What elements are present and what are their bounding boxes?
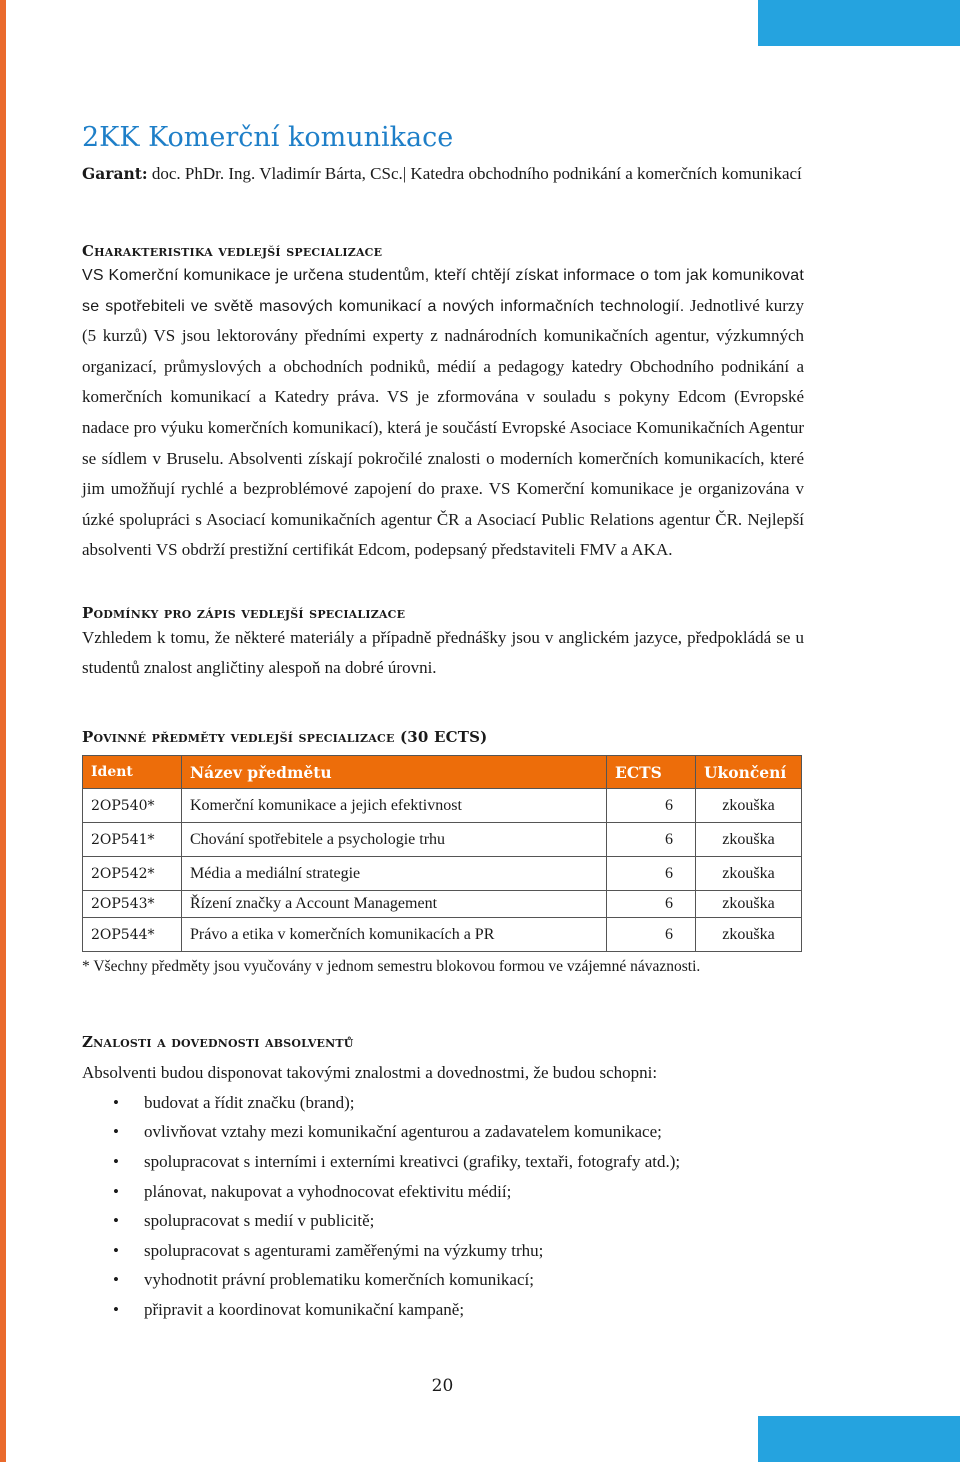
bullet-icon: • bbox=[113, 1270, 119, 1290]
bullet-icon: • bbox=[113, 1299, 119, 1319]
subject-ident: 2OP542* bbox=[83, 857, 182, 891]
characteristics-intro-text: VS Komerční komunikace je určena studentům, kteří chtějí získat informace o tom jak komunikovat se spotřebiteli ve světě masových komunikací a nových informačních technologií. bbox=[82, 267, 804, 315]
list-item bbox=[82, 1088, 804, 1118]
list-item-text: plánovat, nakupovat a vyhodnocovat efektivitu médií; bbox=[144, 1181, 512, 1201]
table-row bbox=[83, 789, 802, 823]
subject-completion: zkouška bbox=[696, 857, 802, 891]
list-item-text: spolupracovat s medií v publicitě; bbox=[144, 1211, 375, 1231]
characteristics-body-text: Jednotlivé kurzy (5 kurzů) VS jsou lektorovány předními experty z nadnárodních komunikačních agentur, výzkumných organizací, průmyslových a obchodních podniků, médií a pedagogy katedry Obchodního podnikání a komerčních komunikací a Katedry práva. VS je zformována v souladu s pokyny Edcom (Evropské nadace pro výuku komerčních komunikací), která je součástí Evropské Asociace Komunikačních Agentur se sídlem v Bruselu. Absolventi získají pokročilé znalosti o moderních komerčních komunikacích, které jim umožňují rychlé a bezproblémové zapojení do praxe. VS Komerční komunikace je organizována v úzké spolupráci s Asociací komunikačních agentur ČR a Asociací Public Relations agentur ČR. Nejlepší absolventi VS obdrží prestižní certifikát Edcom, podepsaný představiteli FMV a AKA. bbox=[82, 295, 804, 560]
knowledge-heading: Znalosti a dovednosti absolventů bbox=[82, 1033, 354, 1052]
table-row bbox=[83, 891, 802, 918]
subject-ident: 2OP544* bbox=[83, 918, 182, 952]
table-row bbox=[83, 857, 802, 891]
table-header-row bbox=[83, 756, 802, 789]
characteristics-heading: Charakteristika vedlejší specializace bbox=[82, 242, 383, 260]
bullet-icon: • bbox=[113, 1151, 119, 1171]
subject-completion: zkouška bbox=[696, 823, 802, 857]
subject-ects: 6 bbox=[607, 857, 696, 891]
column-header-ident: Ident bbox=[83, 756, 182, 789]
subject-ects: 6 bbox=[607, 823, 696, 857]
bullet-icon: • bbox=[113, 1122, 119, 1142]
conditions-paragraph: Vzhledem k tomu, že některé materiály a případně přednášky jsou v anglickém jazyce, předpokládá se u studentů znalost angličtiny alespoň na dobré úrovni. bbox=[82, 627, 804, 677]
subjects-footnote: * Všechny předměty jsou vyučovány v jednom semestru blokovou formou ve vzájemné návaznosti. bbox=[82, 958, 701, 976]
bottom-accent-block bbox=[758, 1416, 960, 1462]
list-item bbox=[82, 1236, 804, 1266]
column-header-ects: ECTS bbox=[607, 756, 696, 789]
subject-completion: zkouška bbox=[696, 789, 802, 823]
subject-ident: 2OP540* bbox=[83, 789, 182, 823]
subject-ects: 6 bbox=[607, 789, 696, 823]
subject-name: Řízení značky a Account Management bbox=[182, 891, 607, 918]
list-item bbox=[82, 1265, 804, 1295]
bullet-icon: • bbox=[113, 1211, 119, 1231]
list-item bbox=[82, 1117, 804, 1147]
page-number: 20 bbox=[431, 1376, 454, 1396]
subject-ects: 6 bbox=[607, 891, 696, 918]
garant-label: Garant: bbox=[82, 164, 148, 183]
conditions-heading: Podmínky pro zápis vedlejší specializace bbox=[82, 603, 406, 622]
bullet-icon: • bbox=[113, 1240, 119, 1260]
list-item-text: budovat a řídit značku (brand); bbox=[144, 1092, 355, 1112]
knowledge-intro: Absolventi budou disponovat takovými znalostmi a dovednostmi, že budou schopni: bbox=[82, 1063, 658, 1083]
table-row bbox=[83, 918, 802, 952]
list-item-text: ovlivňovat vztahy mezi komunikační agenturou a zadavatelem komunikace; bbox=[144, 1122, 662, 1142]
subject-name: Chování spotřebitele a psychologie trhu bbox=[182, 823, 607, 857]
garant-text: doc. PhDr. Ing. Vladimír Bárta, CSc.| Katedra obchodního podnikání a komerčních komunikací bbox=[147, 164, 802, 183]
subject-ects: 6 bbox=[607, 918, 696, 952]
subject-ident: 2OP541* bbox=[83, 823, 182, 857]
list-item-text: vyhodnotit právní problematiku komerčních komunikací; bbox=[144, 1270, 534, 1290]
list-item-text: spolupracovat s interními i externími kreativci (grafiky, textaři, fotografy atd.); bbox=[144, 1151, 681, 1171]
list-item bbox=[82, 1206, 804, 1236]
garant-line bbox=[82, 159, 804, 189]
page-content bbox=[82, 120, 804, 1324]
list-item-text: připravit a koordinovat komunikační kampaně; bbox=[144, 1299, 465, 1319]
column-header-completion: Ukončení bbox=[696, 756, 802, 789]
subject-name: Média a mediální strategie bbox=[182, 857, 607, 891]
subject-ident: 2OP543* bbox=[83, 891, 182, 918]
left-accent-bar bbox=[0, 0, 6, 1462]
list-item-text: spolupracovat s agenturami zaměřenými na výzkumy trhu; bbox=[144, 1240, 544, 1260]
top-accent-block bbox=[758, 0, 960, 46]
subject-name: Právo a etika v komerčních komunikacích a PR bbox=[182, 918, 607, 952]
list-item bbox=[82, 1177, 804, 1207]
subjects-heading: Povinné předměty vedlejší specializace (30 ECTS) bbox=[82, 728, 488, 747]
list-item bbox=[82, 1147, 804, 1177]
list-item bbox=[82, 1295, 804, 1325]
subject-completion: zkouška bbox=[696, 918, 802, 952]
characteristics-paragraph bbox=[82, 261, 804, 566]
bullet-icon: • bbox=[113, 1092, 119, 1112]
subjects-table bbox=[82, 755, 802, 952]
subject-completion: zkouška bbox=[696, 891, 802, 918]
subject-name: Komerční komunikace a jejich efektivnost bbox=[182, 789, 607, 823]
column-header-name: Název předmětu bbox=[182, 756, 607, 789]
skills-list bbox=[82, 1088, 804, 1325]
bullet-icon: • bbox=[113, 1181, 119, 1201]
table-row bbox=[83, 823, 802, 857]
page-title: 2KK Komerční komunikace bbox=[82, 122, 454, 153]
